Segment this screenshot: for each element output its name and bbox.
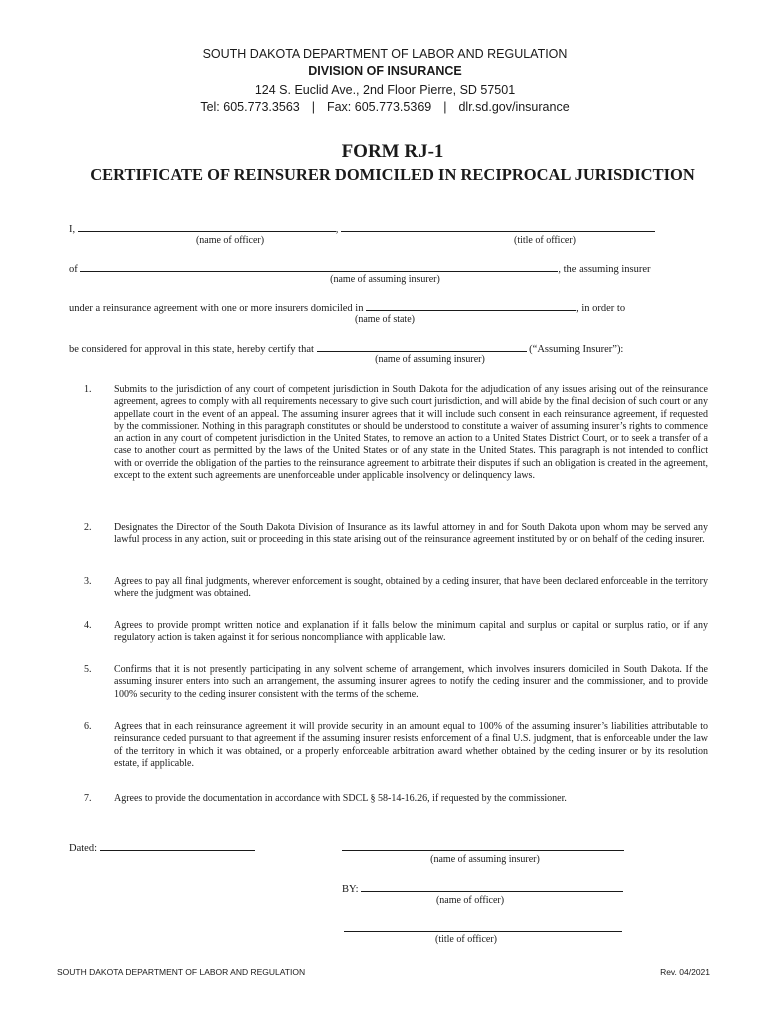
form-title: CERTIFICATE OF REINSURER DOMICILED IN RECIPROCAL JURISDICTION: [90, 165, 695, 184]
state-field[interactable]: [366, 300, 576, 311]
be-considered-text: be considered for approval in this state, hereby certify that: [69, 344, 314, 355]
under-agreement-text: under a reinsurance agreement with one or more insurers domiciled in: [69, 303, 364, 314]
address: 124 S. Euclid Ave., 2nd Floor Pierre, SD 57501: [254, 83, 516, 97]
list-item-3: [84, 576, 708, 601]
of-prefix: of: [69, 264, 78, 275]
separator: |: [443, 100, 447, 114]
item-text: Confirms that it is not presently participating in any solvent scheme of arrangement, which involves insurers domiciled in South Dakota. If the assuming insurer enters into such an arrangement, the assuming insurer agrees to notify the ceding insurer and the commissioner, and to provide 100% security to the ceding insurer consistent with the terms of the scheme.: [114, 664, 708, 700]
item-text: Agrees to pay all final judgments, wherever enforcement is sought, obtained by a ceding insurer, that have been declared enforceable in the territory where the judgment was obtained.: [114, 576, 708, 600]
division-name: DIVISION OF INSURANCE: [308, 64, 462, 78]
date-field[interactable]: [100, 840, 255, 851]
list-item-7: [84, 793, 708, 805]
item-number: 4.: [84, 620, 92, 631]
list-item-1: [84, 384, 708, 482]
title-of-officer-caption: (title of officer): [513, 235, 576, 246]
item-text: Agrees to provide the documentation in accordance with SDCL § 58-14-16.26, if requested by the commissioner.: [114, 793, 567, 804]
name-of-assuming-insurer-caption-2: (name of assuming insurer): [375, 354, 485, 365]
assuming-insurer-name-field[interactable]: [317, 341, 527, 352]
officer-name-field[interactable]: [78, 221, 336, 232]
footer-department: SOUTH DAKOTA DEPARTMENT OF LABOR AND REGULATION: [57, 967, 306, 977]
item-number: 2.: [84, 522, 92, 533]
dated-line: [69, 840, 255, 854]
by-line: [342, 881, 623, 895]
title-of-officer-sig-caption: (title of officer): [434, 934, 497, 945]
list-item-2: [84, 522, 708, 547]
list-item-6: [84, 721, 708, 770]
footer-revision: Rev. 04/2021: [660, 967, 710, 977]
name-of-assuming-insurer-sig-caption: (name of assuming insurer): [430, 854, 540, 865]
assuming-insurer-quote: (“Assuming Insurer”):: [529, 344, 624, 355]
name-of-officer-caption: (name of officer): [195, 235, 265, 246]
officer-title-signature-line[interactable]: [344, 931, 622, 932]
officer-line: I, ,: [69, 221, 655, 235]
assuming-insurer-signature-line[interactable]: [342, 850, 624, 851]
fax: Fax: 605.773.5369: [326, 100, 432, 114]
list-item-4: [84, 620, 708, 645]
telephone: Tel: 605.773.3563: [200, 100, 300, 114]
department-name: SOUTH DAKOTA DEPARTMENT OF LABOR AND REGULATION: [202, 47, 568, 61]
item-number: 6.: [84, 721, 92, 732]
separator: |: [311, 100, 315, 114]
name-of-state-caption: (name of state): [355, 314, 415, 325]
name-of-assuming-insurer-caption: (name of assuming insurer): [330, 274, 440, 285]
in-order-to-text: , in order to: [576, 303, 626, 314]
assuming-insurer-field[interactable]: [80, 261, 558, 272]
item-number: 3.: [84, 576, 92, 587]
item-text: Agrees that in each reinsurance agreement it will provide security in an amount equal to 100% of the assuming insurer’s liabilities attributable to reinsurance ceded pursuant to that agreement if the assuming insurer resists enforcement of a final U.S. judgment, that is enforceable under the law of the territory in which it was obtained, or a properly enforceable arbitration award whether obtained by the ceding insurer or by its resolution estate, if applicable.: [114, 721, 708, 769]
form-number: FORM RJ-1: [341, 141, 444, 162]
certify-line: [69, 341, 623, 355]
dated-label: Dated:: [69, 843, 97, 854]
i-prefix: I,: [69, 224, 76, 235]
name-of-officer-sig-caption: (name of officer): [435, 895, 505, 906]
by-label: BY:: [342, 884, 359, 895]
item-number: 1.: [84, 384, 92, 395]
item-text: Submits to the jurisdiction of any court of competent jurisdiction in South Dakota for the adjudication of any issues arising out of the reinsurance agreement, agrees to comply with all requirements necessary to give such court jurisdiction, and will abide by the final decision of such court or any appellate court in the event of an appeal. The assuming insurer agrees that it will include such consent in each reinsurance agreement, if requested by the commissioner. Nothing in this paragraph constitutes or should be understood to constitute a waiver of assuming insurer’s rights to commence an action in any court of competent jurisdiction in the United States, to remove an action to a United States District Court, or to seek a transfer of a case to another court as permitted by the laws of the United States or of any state in the United States. This paragraph is not intended to conflict with or override the obligation of the parties to the reinsurance agreement to arbitrate their disputes if such an obligation is created in the agreement, except to the extent such agreements are unenforceable under applicable insolvency or delinquency laws.: [114, 384, 708, 482]
item-number: 5.: [84, 664, 92, 675]
assuming-insurer-line: [69, 261, 651, 275]
item-number: 7.: [84, 793, 92, 804]
officer-title-field[interactable]: [341, 221, 655, 232]
item-text: Agrees to provide prompt written notice and explanation if it falls below the minimum capital and surplus or capital or surplus ratio, or if any regulatory action is taken against it for serious noncompliance with applicable law.: [114, 620, 708, 644]
website-link[interactable]: dlr.sd.gov/insurance: [458, 100, 570, 114]
assuming-insurer-suffix: , the assuming insurer: [558, 264, 651, 275]
item-text: Designates the Director of the South Dakota Division of Insurance as its lawful attorney in and for South Dakota upon whom may be served any lawful process in any action, suit or proceeding in this state arising out of the reinsurance agreement instituted by or on behalf of the ceding insurer.: [114, 522, 708, 546]
list-item-5: [84, 664, 708, 701]
contact-line: [0, 100, 770, 114]
state-line: [69, 300, 625, 314]
by-officer-field[interactable]: [361, 881, 623, 892]
